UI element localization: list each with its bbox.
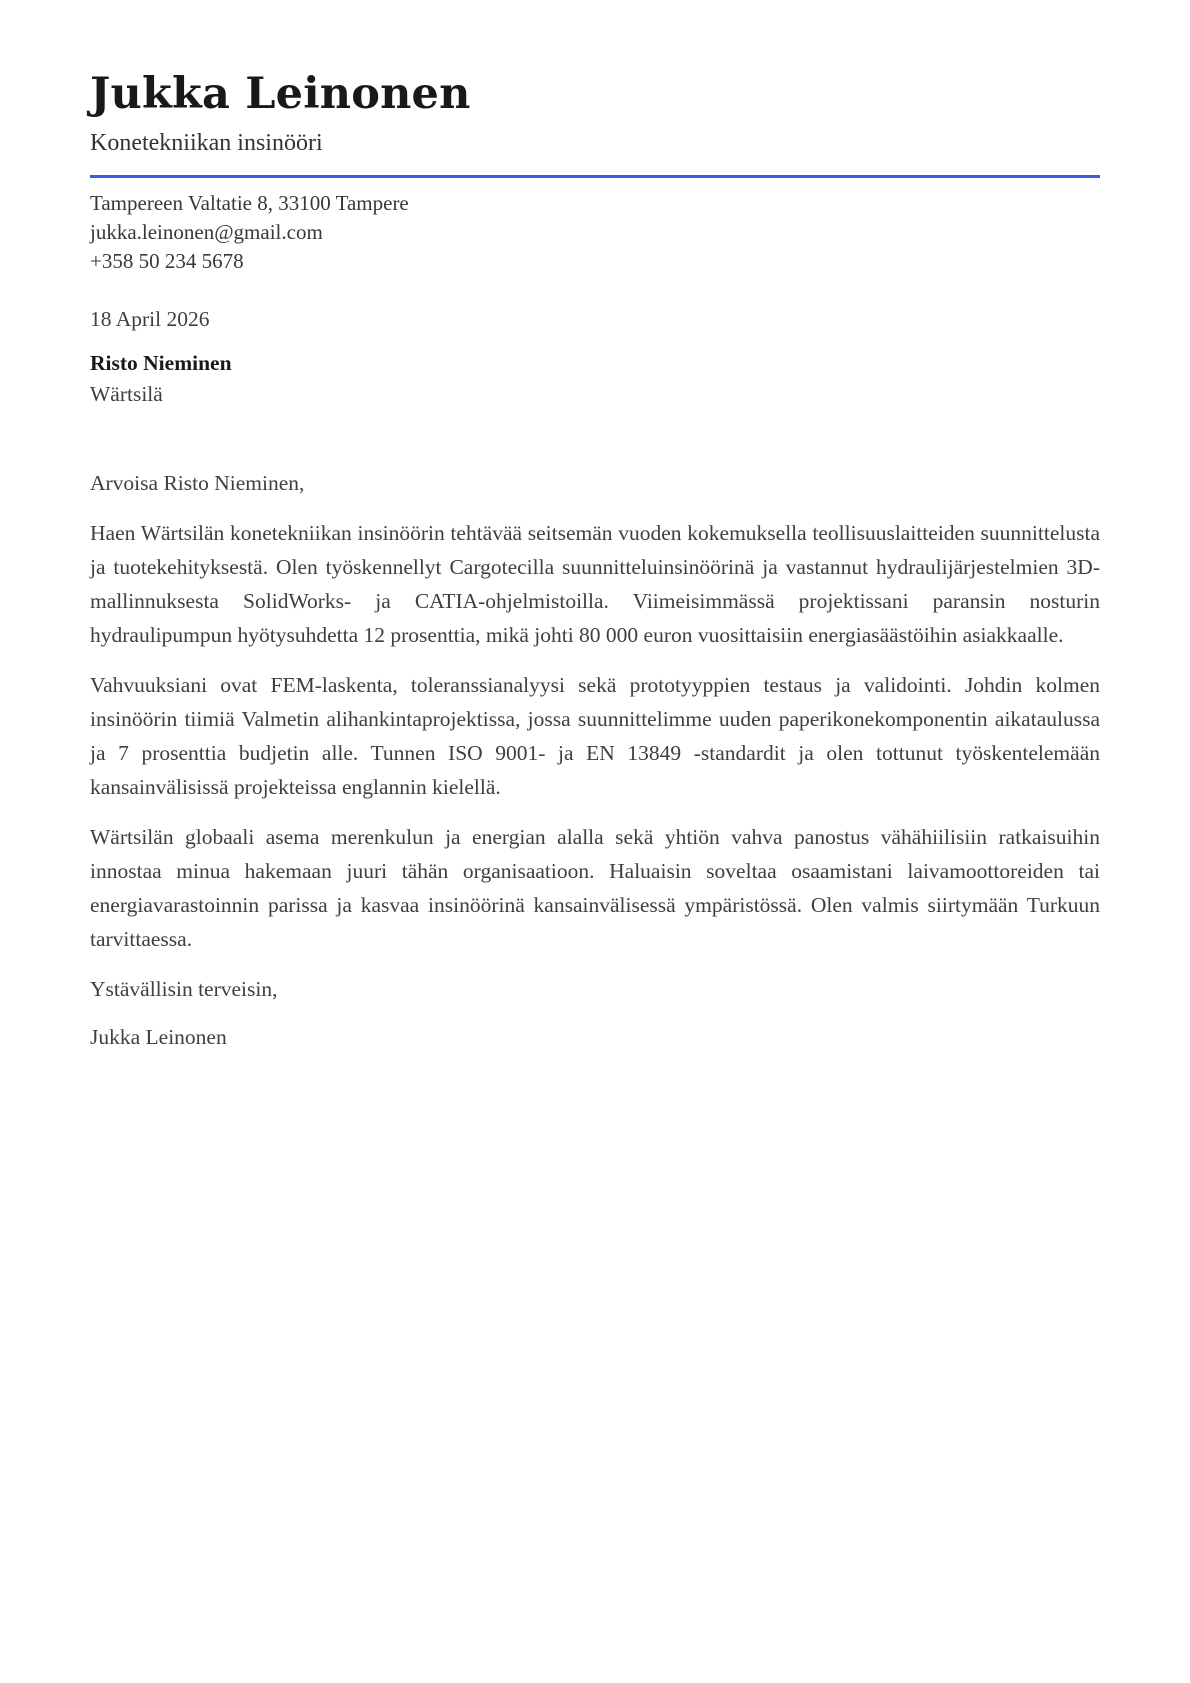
contact-email: jukka.leinonen@gmail.com — [90, 220, 323, 245]
closing-line: Ystävällisin terveisin, — [90, 977, 278, 1002]
contact-phone: +358 50 234 5678 — [90, 249, 244, 274]
body-paragraph-3: Wärtsilän globaali asema merenkulun ja energian alalla sekä yhtiön vahva panostus vähähiilisiin ratkaisuihin innostaa minua hakemaan juuri tähän organisaatioon. Haluaisin soveltaa osaamistani laivamoottoreiden tai energiavarastoinnin parissa ja kasvaa insinöörinä kansainvälisessä ympäristössä. Olen valmis siirtymään Turkuun tarvittaessa. — [90, 825, 1100, 952]
signature-name: Jukka Leinonen — [90, 1025, 227, 1050]
letter-header — [90, 70, 1100, 159]
applicant-job-title: Konetekniikan insinööri — [90, 130, 323, 157]
body-paragraph-2: Vahvuuksiani ovat FEM-laskenta, toleranssianalyysi sekä prototyyppien testaus ja validointi. Johdin kolmen insinöörin tiimiä Valmetin alihankintaprojektissa, jossa suunnittelimme uuden paperikonekomponentin aikataulussa ja 7 prosenttia budjetin alle. Tunnen ISO 9001- ja EN 13849 -standardit ja olen tottunut työskentelemään kansainvälisissä projekteissa englannin kielellä. — [90, 673, 1100, 800]
letter-date: 18 April 2026 — [90, 307, 210, 332]
applicant-name: Jukka Leinonen — [90, 69, 471, 119]
contact-address: Tampereen Valtatie 8, 33100 Tampere — [90, 191, 409, 216]
body-paragraph-1: Haen Wärtsilän konetekniikan insinöörin tehtävää seitsemän vuoden kokemuksella teollisuuslaitteiden suunnittelusta ja tuotekehityksestä. Olen työskennellyt Cargotecilla suunnitteluinsinöörinä ja vastannut hydraulijärjestelmien 3D-mallinnuksesta SolidWorks- ja CATIA-ohjelmistoilla. Viimeisimmässä projektissani paransin nosturin hydraulipumpun hyötysuhdetta 12 prosenttia, mikä johti 80 000 euron vuosittaisiin energiasäästöihin asiakkaalle. — [90, 521, 1100, 648]
contact-block — [90, 189, 1100, 276]
recipient-block — [90, 348, 1100, 410]
header-divider — [90, 175, 1100, 178]
salutation: Arvoisa Risto Nieminen, — [90, 471, 305, 496]
recipient-name: Risto Nieminen — [90, 351, 232, 376]
recipient-company: Wärtsilä — [90, 382, 163, 407]
